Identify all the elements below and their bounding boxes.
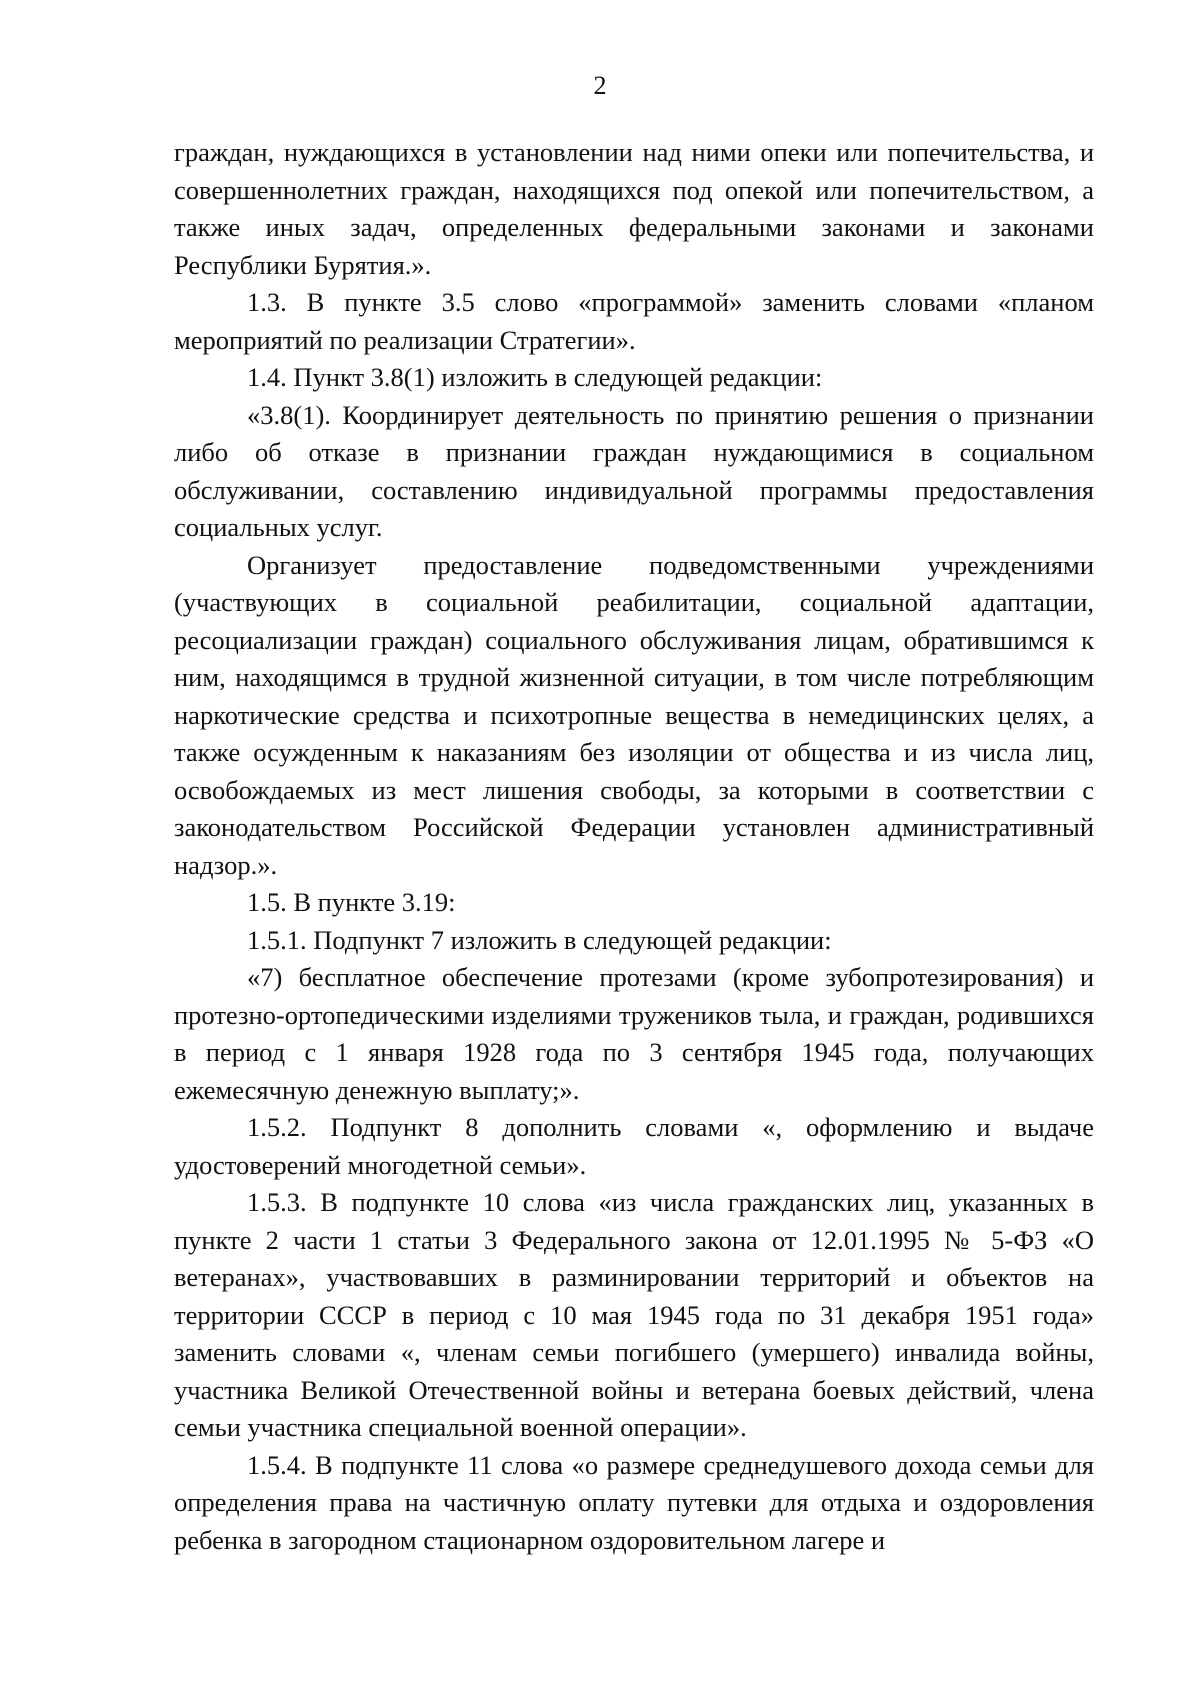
paragraph-1-4: 1.4. Пункт 3.8(1) изложить в следующей редакции: — [247, 362, 823, 392]
paragraph-1-3: 1.3. В пункте 3.5 слово «программой» заменить словами «планом мероприятий по реализации Стратегии». — [174, 287, 1094, 355]
paragraph-subitem-7: «7) бесплатное обеспечение протезами (кроме зубопротезирования) и протезно-ортопедическими изделиями тружеников тыла, и граждан, родившихся в период с 1 января 1928 года по 3 сентября 1945 года, получающих ежемесячную денежную выплату;». — [174, 962, 1094, 1105]
paragraph-1-5-3: 1.5.3. В подпункте 10 слова «из числа гражданских лиц, указанных в пункте 2 части 1 статьи 3 Федерального закона от 12.01.1995 № 5-ФЗ «О ветеранах», участвовавших в разминировании территорий и объектов на территории СССР в период с 10 мая 1945 года по 31 декабря 1951 года» заменить словами «, членам семьи погибшего (умершего) инвалида войны, участника Великой Отечественной войны и ветерана боевых действий, члена семьи участника специальной военной операции». — [174, 1187, 1094, 1442]
document-body — [174, 134, 1094, 1559]
paragraph-continuation: граждан, нуждающихся в установлении над ними опеки или попечительства, и совершеннолетних граждан, находящихся под опекой или попечительством, а также иных задач, определенных федеральными законами и законами Республики Бурятия.». — [174, 137, 1094, 280]
paragraph-3-8-1: «3.8(1). Координирует деятельность по принятию решения о признании либо об отказе в признании граждан нуждающимися в социальном обслуживании, составлению индивидуальной программы предоставления социальных услуг. — [174, 399, 1094, 542]
page-number: 2 — [593, 71, 607, 100]
paragraph-1-5: 1.5. В пункте 3.19: — [247, 887, 456, 917]
paragraph-organizes: Организует предоставление подведомственными учреждениями (участвующих в социальной реабилитации, социальной адаптации, ресоциализации граждан) социального обслуживания лицам, обратившимся к ним, находящимся в трудной жизненной ситуации, в том числе потребляющим наркотические средства и психотропные вещества в немедицинских целях, а также осужденным к наказаниям без изоляции от общества и из числа лиц, освобождаемых из мест лишения свободы, за которыми в соответствии с законодательством Российской Федерации установлен административный надзор.». — [174, 549, 1094, 880]
paragraph-1-5-2: 1.5.2. Подпункт 8 дополнить словами «, оформлению и выдаче удостоверений многодетной семьи». — [174, 1112, 1094, 1180]
paragraph-1-5-4: 1.5.4. В подпункте 11 слова «о размере среднедушевого дохода семьи для определения права на частичную оплату путевки для отдыха и оздоровления ребенка в загородном стационарном оздоровительном лагере и — [174, 1449, 1094, 1555]
paragraph-1-5-1: 1.5.1. Подпункт 7 изложить в следующей редакции: — [247, 924, 832, 955]
